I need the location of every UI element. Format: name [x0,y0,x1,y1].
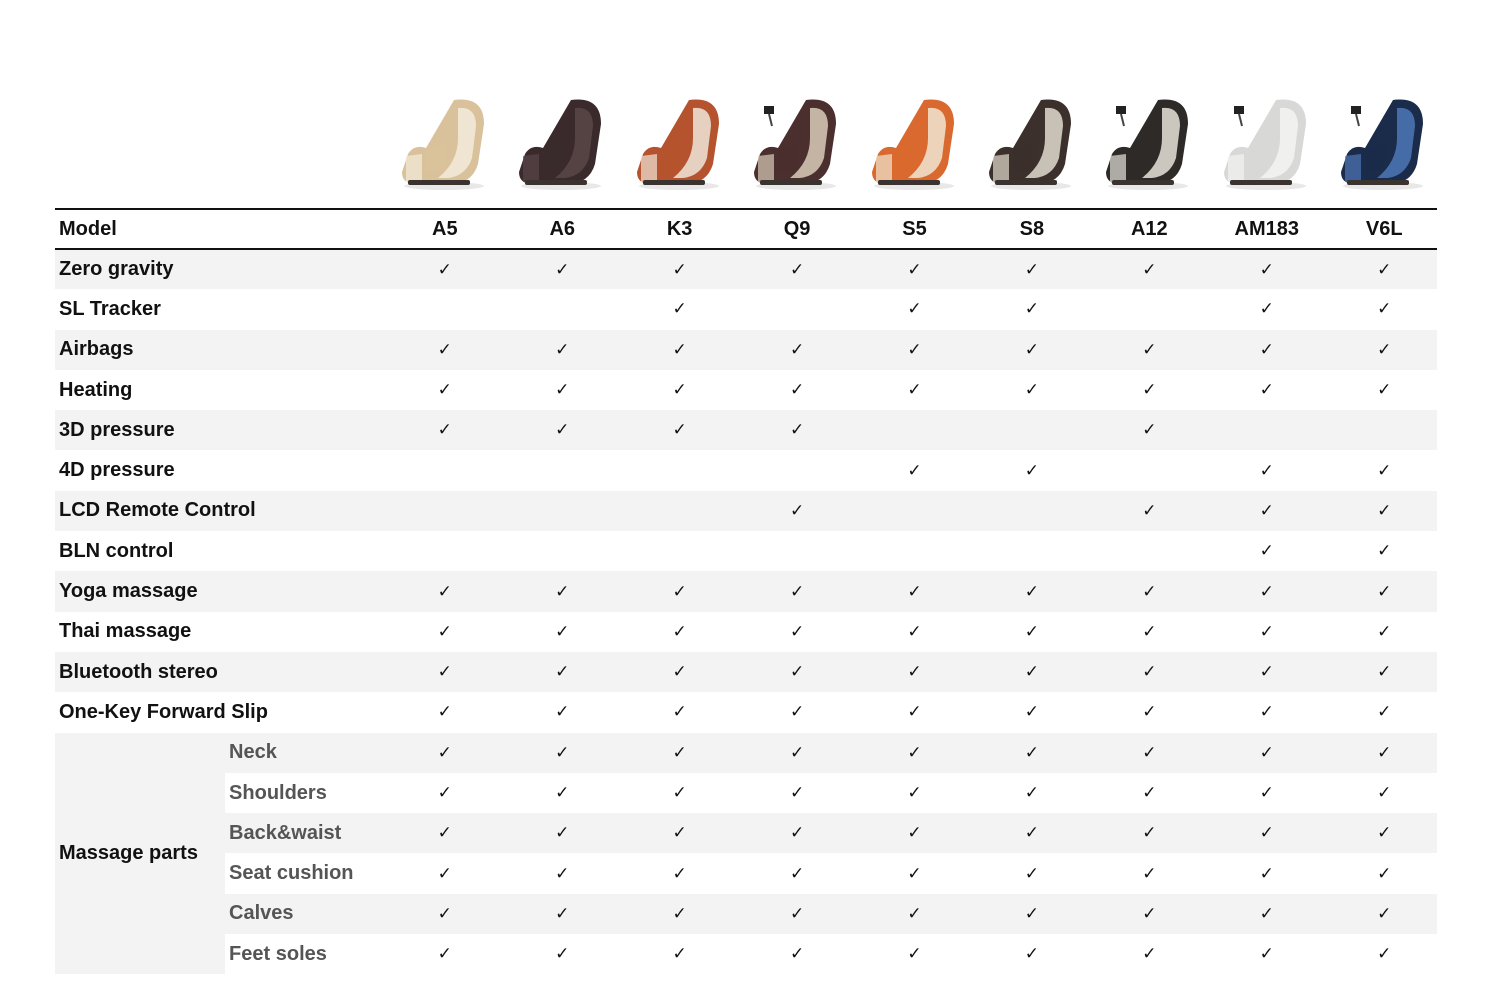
check-mark-cell: ✓ [1259,702,1274,723]
chair-images-row [0,92,1500,197]
check-mark-cell: ✓ [850,894,967,934]
check-mark-cell: ✓ [380,571,497,611]
feature-label: Zero gravity [55,249,380,289]
check-mark-cell: ✓ [1085,733,1202,773]
check-mark-cell: ✓ [498,330,615,370]
check-mark-cell: ✓ [967,330,1084,370]
check-mark-cell: ✓ [732,813,849,853]
check-mark-cell: ✓ [437,702,452,723]
check-mark-cell: ✓ [615,894,732,934]
check-mark-cell: ✓ [498,410,615,450]
check-mark-cell: ✓ [672,299,687,320]
check-mark-cell: ✓ [615,571,732,611]
check-mark-cell: ✓ [1142,702,1157,723]
check-mark-cell: ✓ [1142,783,1157,803]
model-header: A12 [1085,209,1202,249]
check-mark-cell: ✓ [1085,571,1202,611]
check-mark-cell [380,491,497,531]
comparison-table [55,208,1437,974]
check-mark-cell: ✓ [732,733,849,773]
check-mark-cell: ✓ [555,380,570,401]
check-mark-cell [498,491,615,531]
check-mark-cell: ✓ [672,783,687,803]
check-mark-cell: ✓ [1202,491,1319,531]
feature-row [55,289,1437,329]
check-mark-cell: ✓ [1202,733,1319,773]
check-mark-cell: ✓ [967,652,1084,692]
check-mark-cell: ✓ [967,733,1084,773]
check-mark-cell: ✓ [1085,249,1202,289]
check-mark-cell: ✓ [1085,491,1202,531]
check-mark-cell: ✓ [732,894,849,934]
check-mark-cell [380,450,497,490]
check-mark-cell: ✓ [615,410,732,450]
check-mark-cell: ✓ [1319,571,1437,611]
massage-chair-image [1214,92,1310,192]
massage-chair-image [1096,92,1192,192]
check-mark-cell: ✓ [1377,702,1392,723]
check-mark-cell: ✓ [1319,733,1437,773]
check-mark-cell: ✓ [1259,380,1274,401]
check-mark-cell: ✓ [615,733,732,773]
check-mark-cell: ✓ [732,571,849,611]
check-mark-cell: ✓ [1202,813,1319,853]
check-mark-cell: ✓ [1319,652,1437,692]
feature-label: One-Key Forward Slip [59,700,268,723]
check-mark-cell: ✓ [1024,621,1040,642]
check-mark-cell: ✓ [1259,944,1274,965]
check-mark-cell [967,491,1084,531]
check-mark-cell: ✓ [1142,944,1157,965]
feature-row [55,249,1437,289]
check-mark-cell: ✓ [672,702,687,723]
massage-chair-image [862,92,958,192]
feature-row [55,370,1437,410]
check-mark-cell: ✓ [1024,460,1040,481]
feature-label: 4D pressure [59,459,175,482]
check-mark-cell: ✓ [1377,380,1392,401]
check-mark-cell: ✓ [555,944,570,965]
check-mark-cell: ✓ [1259,783,1274,803]
check-mark-cell: ✓ [498,571,615,611]
check-mark-cell: ✓ [967,894,1084,934]
check-mark-cell: ✓ [1377,460,1392,481]
check-mark-cell: ✓ [907,380,922,401]
check-mark-cell: ✓ [380,330,497,370]
check-mark-cell: ✓ [615,249,732,289]
check-mark-cell [498,289,615,329]
check-mark-cell: ✓ [1319,813,1437,853]
feature-row [55,491,1437,531]
check-mark-cell: ✓ [850,813,967,853]
check-mark-cell [615,531,732,571]
check-mark-cell [380,531,497,571]
check-mark-cell: ✓ [732,652,849,692]
check-mark-cell: ✓ [907,621,922,642]
check-mark-cell: ✓ [498,733,615,773]
check-mark-cell [498,531,615,571]
feature-label: Bluetooth stereo [55,652,380,692]
feature-row [55,692,1437,732]
check-mark-cell: ✓ [967,249,1084,289]
check-mark-cell: ✓ [380,410,497,450]
check-mark-cell: ✓ [1142,863,1157,884]
check-mark-cell: ✓ [789,944,805,965]
check-mark-cell: ✓ [498,249,615,289]
check-mark-cell: ✓ [1024,702,1040,723]
check-mark-cell: ✓ [1202,894,1319,934]
model-header: V6L [1319,209,1437,249]
check-mark-cell: ✓ [498,813,615,853]
massage-chair-image [979,92,1075,192]
massage-part-label: Seat cushion [229,862,354,885]
check-mark-cell: ✓ [1085,410,1202,450]
check-mark-cell: ✓ [967,813,1084,853]
feature-row [55,612,1437,652]
check-mark-cell: ✓ [789,380,805,401]
check-mark-cell: ✓ [732,491,849,531]
check-mark-cell: ✓ [380,652,497,692]
massage-chair-image [509,92,605,192]
check-mark-cell: ✓ [437,380,452,401]
check-mark-cell: ✓ [498,652,615,692]
feature-label: Airbags [55,330,380,370]
check-mark-cell: ✓ [1259,621,1274,642]
check-mark-cell: ✓ [437,783,452,803]
check-mark-cell: ✓ [1319,491,1437,531]
check-mark-cell: ✓ [1024,299,1040,320]
check-mark-cell: ✓ [1024,380,1040,401]
check-mark-cell: ✓ [789,702,805,723]
model-header: K3 [615,209,732,249]
model-header: S5 [850,209,967,249]
check-mark-cell: ✓ [1319,330,1437,370]
check-mark-cell: ✓ [1377,783,1392,803]
feature-label: Thai massage [59,620,192,643]
feature-label: Yoga massage [55,571,380,611]
check-mark-cell: ✓ [907,863,922,884]
check-mark-cell: ✓ [1202,249,1319,289]
check-mark-cell: ✓ [850,733,967,773]
check-mark-cell: ✓ [380,249,497,289]
check-mark-cell [1085,289,1202,329]
check-mark-cell: ✓ [850,652,967,692]
massage-part-row [55,934,1437,974]
massage-chair-image [1331,92,1427,192]
check-mark-cell: ✓ [672,944,687,965]
check-mark-cell: ✓ [1377,299,1392,320]
check-mark-cell: ✓ [555,702,570,723]
feature-row [55,652,1437,692]
massage-part-label: Neck [225,733,380,773]
check-mark-cell: ✓ [850,330,967,370]
massage-part-row [55,733,1437,773]
check-mark-cell: ✓ [555,863,570,884]
check-mark-cell: ✓ [1024,944,1040,965]
check-mark-cell [732,450,849,490]
check-mark-cell: ✓ [672,621,687,642]
check-mark-cell: ✓ [732,249,849,289]
model-header-label: Model [55,209,380,249]
feature-row [55,531,1437,571]
massage-part-row [55,813,1437,853]
feature-row [55,450,1437,490]
check-mark-cell [850,531,967,571]
check-mark-cell: ✓ [907,460,922,481]
check-mark-cell: ✓ [380,894,497,934]
check-mark-cell [1319,410,1437,450]
check-mark-cell [615,450,732,490]
check-mark-cell [850,410,967,450]
massage-part-label: Back&waist [225,813,380,853]
feature-label: 3D pressure [55,410,380,450]
check-mark-cell: ✓ [1085,894,1202,934]
check-mark-cell [967,410,1084,450]
check-mark-cell: ✓ [850,249,967,289]
check-mark-cell: ✓ [1259,541,1274,562]
check-mark-cell [732,289,849,329]
check-mark-cell [732,531,849,571]
massage-part-row [55,894,1437,934]
model-header: S8 [967,209,1084,249]
massage-chair-image [744,92,840,192]
header-row [55,209,1437,249]
massage-chair-image [627,92,723,192]
check-mark-cell: ✓ [437,621,452,642]
check-mark-cell: ✓ [1377,863,1392,884]
model-header: A5 [380,209,497,249]
massage-chair-image [392,92,488,192]
massage-part-row [55,853,1437,893]
check-mark-cell: ✓ [1377,621,1392,642]
model-header: AM183 [1202,209,1319,249]
check-mark-cell: ✓ [1085,330,1202,370]
check-mark-cell: ✓ [672,863,687,884]
feature-row [55,410,1437,450]
massage-part-label: Shoulders [229,781,327,804]
check-mark-cell: ✓ [380,813,497,853]
feature-label: SL Tracker [59,297,161,320]
check-mark-cell: ✓ [1085,813,1202,853]
check-mark-cell: ✓ [1142,380,1157,401]
check-mark-cell: ✓ [850,571,967,611]
massage-part-label: Calves [225,894,380,934]
check-mark-cell: ✓ [789,621,805,642]
check-mark-cell: ✓ [437,863,452,884]
check-mark-cell: ✓ [1259,299,1274,320]
check-mark-cell: ✓ [1142,621,1157,642]
check-mark-cell: ✓ [498,894,615,934]
check-mark-cell: ✓ [1024,863,1040,884]
check-mark-cell: ✓ [1377,541,1392,562]
check-mark-cell: ✓ [907,783,922,803]
feature-row [55,571,1437,611]
check-mark-cell: ✓ [615,652,732,692]
check-mark-cell: ✓ [967,571,1084,611]
check-mark-cell [1202,410,1319,450]
check-mark-cell: ✓ [1085,652,1202,692]
check-mark-cell [1085,531,1202,571]
massage-part-label: Feet soles [229,942,327,965]
check-mark-cell: ✓ [1259,863,1274,884]
feature-row [55,330,1437,370]
check-mark-cell [615,491,732,531]
check-mark-cell: ✓ [907,944,922,965]
check-mark-cell: ✓ [732,330,849,370]
check-mark-cell [850,491,967,531]
check-mark-cell: ✓ [672,380,687,401]
massage-parts-group-label: Massage parts [55,733,225,975]
check-mark-cell: ✓ [555,783,570,803]
check-mark-cell [967,531,1084,571]
check-mark-cell [498,450,615,490]
check-mark-cell: ✓ [907,299,922,320]
check-mark-cell: ✓ [1024,783,1040,803]
feature-label: BLN control [59,539,174,562]
check-mark-cell [380,289,497,329]
check-mark-cell: ✓ [1202,330,1319,370]
check-mark-cell: ✓ [615,330,732,370]
check-mark-cell: ✓ [615,813,732,853]
feature-label: Heating [59,378,133,401]
massage-part-row [55,773,1437,813]
check-mark-cell: ✓ [555,621,570,642]
check-mark-cell: ✓ [789,863,805,884]
check-mark-cell: ✓ [732,410,849,450]
check-mark-cell: ✓ [789,783,805,803]
check-mark-cell: ✓ [1202,571,1319,611]
model-header: A6 [498,209,615,249]
check-mark-cell: ✓ [437,944,452,965]
check-mark-cell [1085,450,1202,490]
check-mark-cell: ✓ [1377,944,1392,965]
check-mark-cell: ✓ [1259,460,1274,481]
check-mark-cell: ✓ [1319,894,1437,934]
check-mark-cell: ✓ [1319,249,1437,289]
check-mark-cell: ✓ [380,733,497,773]
check-mark-cell: ✓ [1202,652,1319,692]
check-mark-cell: ✓ [907,702,922,723]
model-header: Q9 [732,209,849,249]
feature-label: LCD Remote Control [55,491,380,531]
